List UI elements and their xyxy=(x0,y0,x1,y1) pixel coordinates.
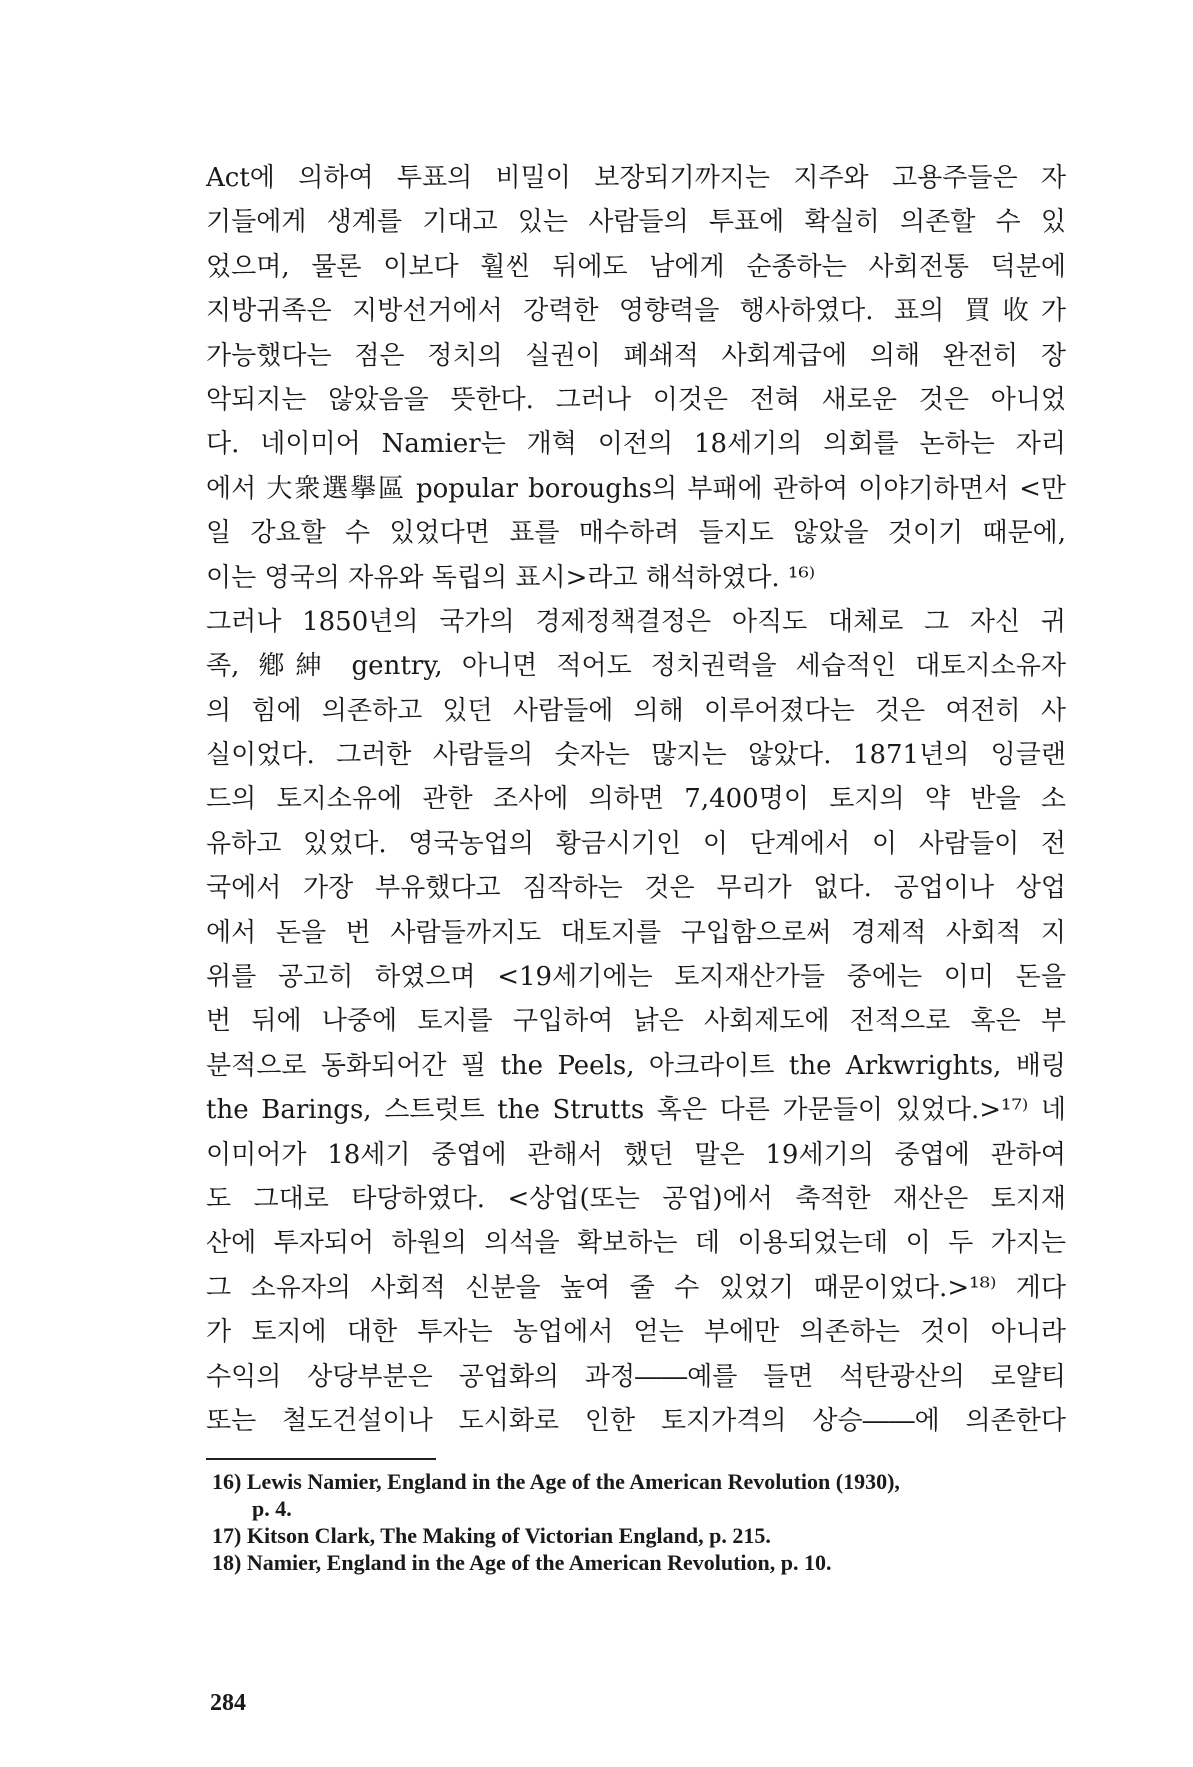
text-line: 그 소유자의 사회적 신분을 높여 줄 수 있었기 때문이었다.>¹⁸⁾ 게다 xyxy=(206,1272,1066,1303)
text-line: 실이었다. 그러한 사람들의 숫자는 많지는 않았다. 1871년의 잉글랜 xyxy=(206,740,1066,771)
text-line: 이는 영국의 자유와 독립의 표시>라고 해석하였다. ¹⁶⁾ xyxy=(206,562,816,593)
text-line: 위를 공고히 하였으며 <19세기에는 토지재산가들 중에는 이미 돈을 xyxy=(206,962,1066,993)
footnote-continuation: p. 4. xyxy=(252,1496,292,1521)
text-line: 국에서 가장 부유했다고 짐작하는 것은 무리가 없다. 공업이나 상업 xyxy=(206,873,1066,904)
text-line: 그러나 1850년의 국가의 경제정책결정은 아직도 대체로 그 자신 귀 xyxy=(206,606,1066,637)
text-line: 번 뒤에 나중에 토지를 구입하여 낡은 사회제도에 전적으로 혹은 부 xyxy=(206,1006,1066,1037)
footnote-16 xyxy=(212,1468,972,1522)
text-line: 의 힘에 의존하고 있던 사람들에 의해 이루어졌다는 것은 여전히 사 xyxy=(206,695,1066,726)
text-line: 족, 鄕紳 gentry, 아니면 적어도 정치권력을 세습적인 대토지소유자 xyxy=(206,651,1066,682)
text-line: the Barings, 스트럿트 the Strutts 혹은 다른 가문들이 있었다.>¹⁷⁾ 네 xyxy=(206,1095,1066,1126)
text-line: 다. 네이미어 Namier는 개혁 이전의 18세기의 의회를 논하는 자리 xyxy=(206,429,1066,460)
footnote-17 xyxy=(212,1522,972,1549)
text-line: 지방귀족은 지방선거에서 강력한 영향력을 행사하였다. 표의 買收가 xyxy=(206,296,1066,327)
text-line: 또는 철도건설이나 도시화로 인한 토지가격의 상승――에 의존한다 xyxy=(206,1405,1066,1436)
page-number: 284 xyxy=(210,1690,246,1716)
footnote-number: 16) xyxy=(212,1469,242,1494)
footnotes xyxy=(212,1468,972,1576)
text-line: Act에 의하여 투표의 비밀이 보장되기까지는 지주와 고용주들은 자 xyxy=(206,163,1066,193)
footnote-number: 17) xyxy=(212,1523,242,1548)
text-line: 유하고 있었다. 영국농업의 황금시기인 이 단계에서 이 사람들이 전 xyxy=(206,828,1066,859)
text-line: 기들에게 생계를 기대고 있는 사람들의 투표에 확실히 의존할 수 있 xyxy=(206,207,1066,238)
text-line: 일 강요할 수 있었다면 표를 매수하려 들지도 않았을 것이기 때문에, xyxy=(206,518,1066,549)
body-text xyxy=(206,156,1066,1443)
text-line: 산에 투자되어 하원의 의석을 확보하는 데 이용되었는데 이 두 가지는 xyxy=(206,1228,1066,1259)
text-line: 가능했다는 점은 정치의 실권이 폐쇄적 사회계급에 의해 완전히 장 xyxy=(206,340,1066,371)
text-line: 었으며, 물론 이보다 훨씬 뒤에도 남에게 순종하는 사회전통 덕분에 xyxy=(206,251,1066,282)
footnote-divider xyxy=(206,1458,436,1460)
footnote-18 xyxy=(212,1549,972,1576)
footnote-number: 18) xyxy=(212,1550,242,1575)
footnote-text: Kitson Clark, The Making of Victorian England, p. 215. xyxy=(246,1523,771,1548)
footnote-text: Lewis Namier, England in the Age of the American Revolution (1930), xyxy=(246,1469,900,1494)
text-line: 에서 大衆選擧區 popular boroughs의 부패에 관하여 이야기하면서 <만 xyxy=(206,473,1066,504)
footnote-text: Namier, England in the Age of the American Revolution, p. 10. xyxy=(246,1550,832,1575)
text-line: 도 그대로 타당하였다. <상업(또는 공업)에서 축적한 재산은 토지재 xyxy=(206,1183,1066,1214)
text-line: 이미어가 18세기 중엽에 관해서 했던 말은 19세기의 중엽에 관하여 xyxy=(206,1139,1066,1170)
text-line: 에서 돈을 번 사람들까지도 대토지를 구입함으로써 경제적 사회적 지 xyxy=(206,917,1066,948)
text-line: 드의 토지소유에 관한 조사에 의하면 7,400명이 토지의 약 반을 소 xyxy=(206,784,1066,815)
text-line: 악되지는 않았음을 뜻한다. 그러나 이것은 전혀 새로운 것은 아니었 xyxy=(206,384,1066,415)
text-line: 수익의 상당부분은 공업화의 과정――예를 들면 석탄광산의 로얄티 xyxy=(206,1361,1066,1392)
text-line: 분적으로 동화되어간 필 the Peels, 아크라이트 the Arkwrights, 배링 xyxy=(206,1050,1066,1081)
text-line: 가 토지에 대한 투자는 농업에서 얻는 부에만 의존하는 것이 아니라 xyxy=(206,1317,1066,1348)
